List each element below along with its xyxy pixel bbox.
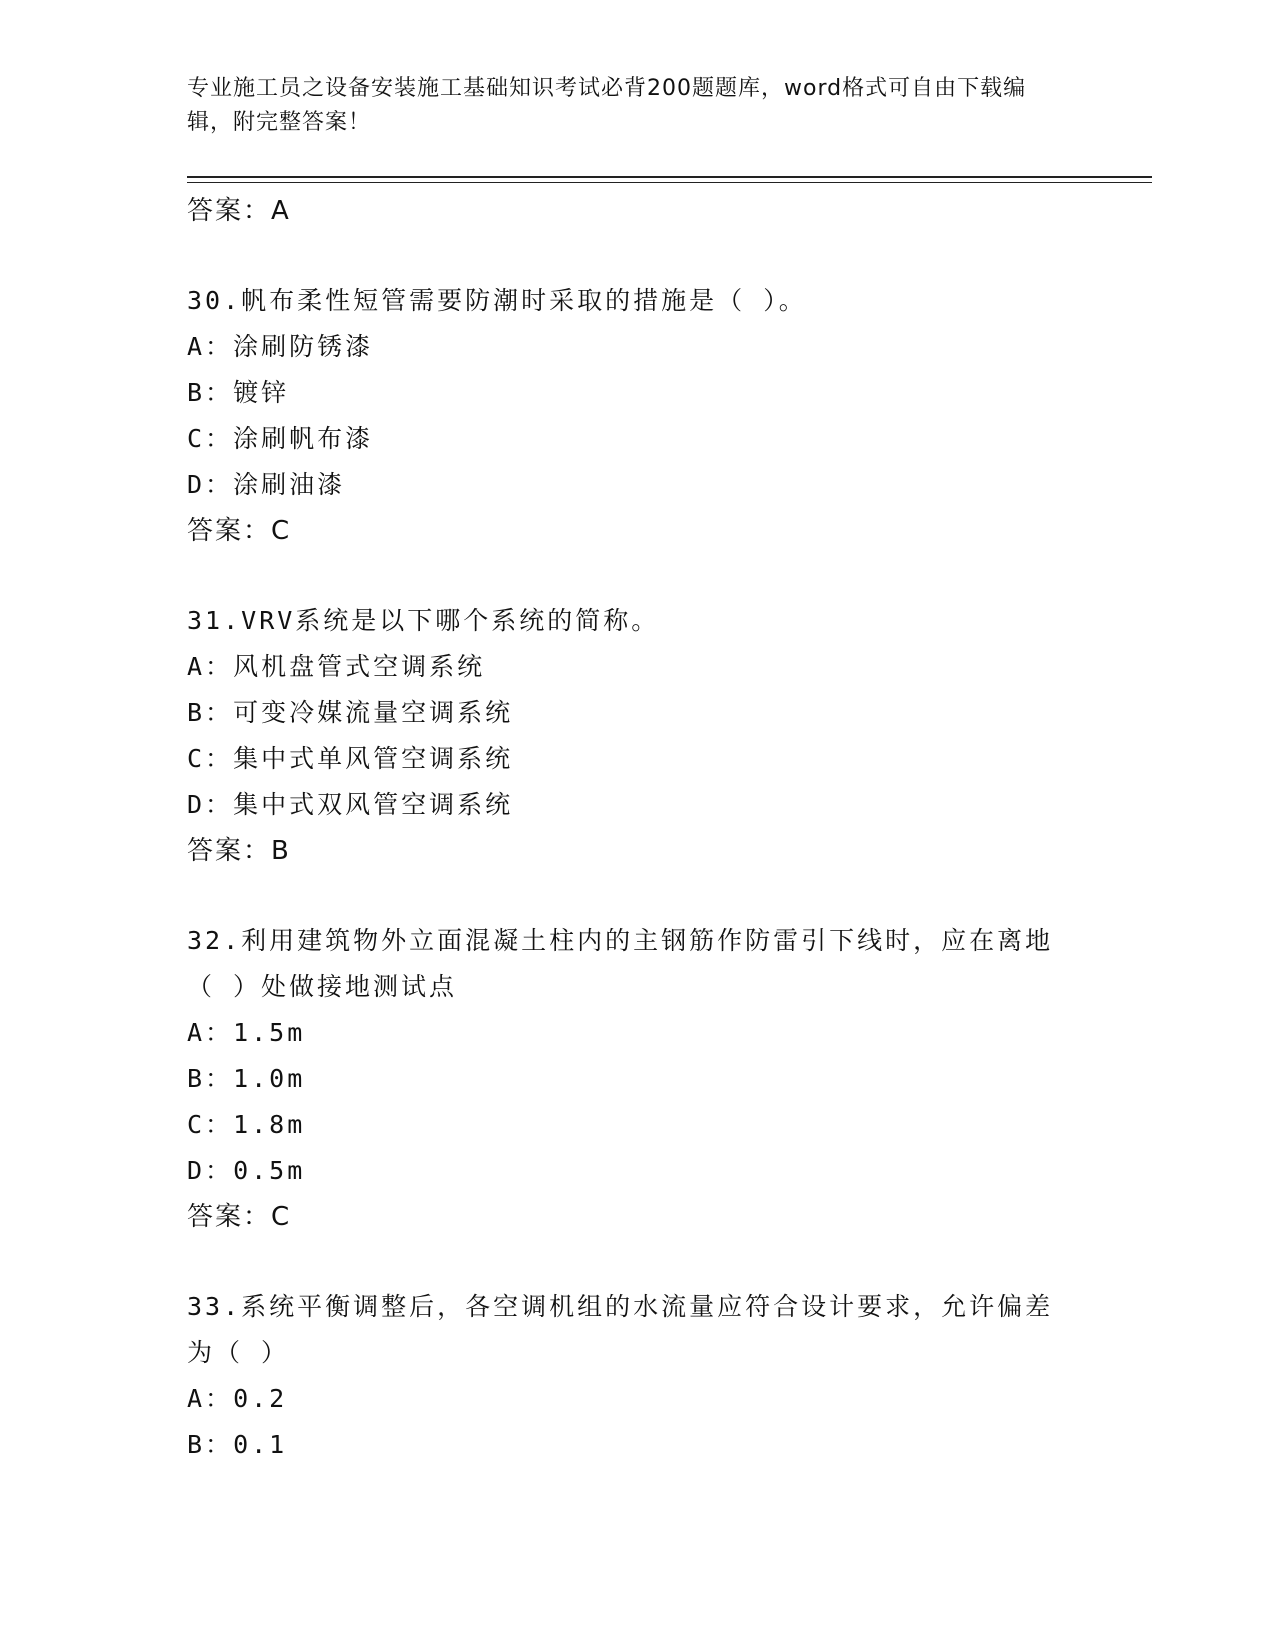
option-text: 涂刷帆布漆 — [233, 424, 374, 453]
question-block — [187, 1284, 1087, 1468]
option-key: D： — [187, 790, 234, 819]
option-key: B： — [187, 1430, 234, 1459]
answer-line: 答案：A — [187, 196, 291, 226]
spacer — [187, 1240, 1087, 1284]
option-b — [187, 1056, 1087, 1102]
option-b — [187, 690, 1087, 736]
option-text: 可变冷媒流量空调系统 — [233, 698, 514, 727]
option-c — [187, 1102, 1087, 1148]
option-c — [187, 416, 1087, 462]
question-block — [187, 598, 1087, 874]
option-text: 集中式单风管空调系统 — [233, 744, 514, 773]
question-block — [187, 278, 1087, 554]
option-d — [187, 782, 1087, 828]
option-text: 1.8m — [233, 1110, 306, 1139]
option-key: C： — [187, 744, 234, 773]
option-b — [187, 370, 1087, 416]
option-key: A： — [187, 1384, 234, 1413]
option-b — [187, 1422, 1087, 1468]
option-text: 0.1 — [233, 1430, 288, 1459]
option-a — [187, 324, 1087, 370]
option-d — [187, 462, 1087, 508]
spacer — [187, 234, 1087, 278]
option-key: D： — [187, 470, 234, 499]
option-text: 1.5m — [233, 1018, 306, 1047]
answer-line: 答案：C — [187, 516, 292, 546]
option-text: 涂刷油漆 — [233, 470, 346, 499]
option-key: A： — [187, 652, 234, 681]
option-key: B： — [187, 378, 234, 407]
document-header: 专业施工员之设备安装施工基础知识考试必背200题题库，word格式可自由下载编辑，附完整答案！ — [187, 76, 1027, 135]
answer-line: 答案：B — [187, 836, 291, 866]
question-stem-line: 为（ ） — [187, 1338, 290, 1367]
option-text: 风机盘管式空调系统 — [233, 652, 486, 681]
header-divider-thin — [187, 182, 1152, 183]
option-key: B： — [187, 1064, 234, 1093]
question-list — [187, 188, 1087, 1468]
option-a — [187, 1376, 1087, 1422]
option-c — [187, 736, 1087, 782]
option-key: B： — [187, 698, 234, 727]
option-d — [187, 1148, 1087, 1194]
option-key: D： — [187, 1156, 234, 1185]
option-a — [187, 1010, 1087, 1056]
option-key: A： — [187, 332, 234, 361]
question-stem-line: 33.系统平衡调整后，各空调机组的水流量应符合设计要求，允许偏差 — [187, 1292, 1054, 1321]
option-text: 0.5m — [233, 1156, 306, 1185]
question-stem: 31.VRV系统是以下哪个系统的简称。 — [187, 606, 660, 635]
option-text: 镀锌 — [233, 378, 290, 407]
spacer — [187, 874, 1087, 918]
question-stem: 30.帆布柔性短管需要防潮时采取的措施是（ ）。 — [187, 286, 807, 315]
question-stem-line: 32.利用建筑物外立面混凝土柱内的主钢筋作防雷引下线时，应在离地 — [187, 926, 1054, 955]
option-key: C： — [187, 424, 234, 453]
question-stem-line: （ ）处做接地测试点 — [187, 972, 458, 1001]
spacer — [187, 554, 1087, 598]
option-text: 集中式双风管空调系统 — [233, 790, 514, 819]
question-block — [187, 918, 1087, 1240]
option-text: 1.0m — [233, 1064, 306, 1093]
option-key: C： — [187, 1110, 234, 1139]
option-key: A： — [187, 1018, 234, 1047]
header-divider-thick — [187, 176, 1152, 178]
option-a — [187, 644, 1087, 690]
answer-line: 答案：C — [187, 1202, 292, 1232]
option-text: 涂刷防锈漆 — [233, 332, 374, 361]
option-text: 0.2 — [233, 1384, 288, 1413]
